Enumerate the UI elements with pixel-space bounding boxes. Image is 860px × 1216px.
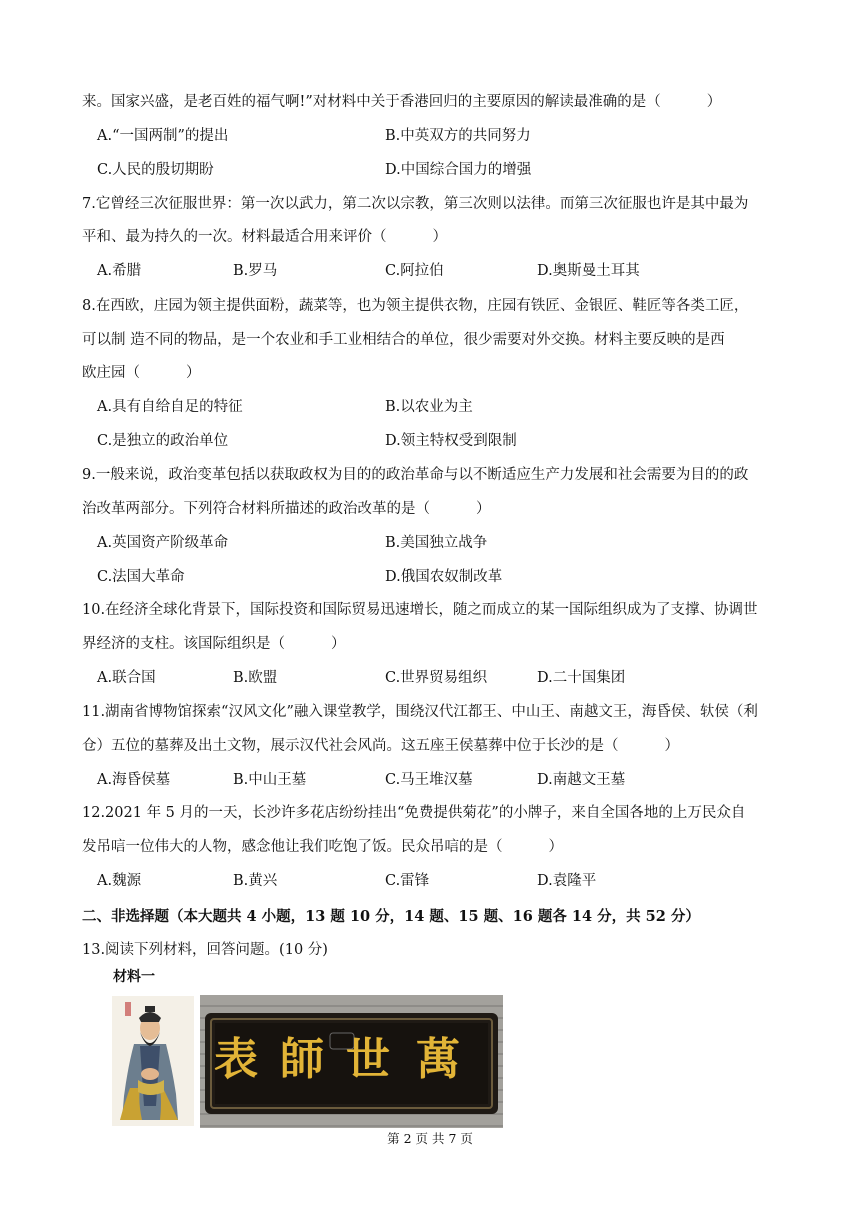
text-line: [82, 907, 700, 927]
answer-option: C.世界贸易组织: [385, 670, 488, 686]
plaque-character: 世: [346, 1034, 390, 1085]
answer-option: D.二十国集团: [537, 670, 626, 686]
text-line: [82, 736, 679, 756]
answer-option: A.“一国两制”的提出: [97, 128, 229, 144]
answer-option: C.雷锋: [385, 873, 430, 889]
paren-close: ）: [476, 501, 491, 517]
line-text: 治改革两部分。下列符合材料所描述的政治改革的是（: [82, 501, 430, 517]
text-line: [82, 702, 758, 722]
answer-option: D.中国综合国力的增强: [385, 162, 532, 178]
line-text: 二、非选择题（本大题共 4 小题，13 题 10 分，14 题、15 题、16 题各 14 分，共 52 分）: [82, 908, 700, 925]
confucius-portrait-image: [112, 996, 194, 1126]
answer-option: B.欧盟: [233, 670, 278, 686]
paren-close: ）: [548, 839, 563, 855]
answer-option: C.阿拉伯: [385, 263, 444, 279]
answer-option: A.魏源: [97, 873, 142, 889]
line-text: 10.在经济全球化背景下，国际投资和国际贸易迅速增长，随之而成立的某一国际组织成为了支撑、协调世: [82, 602, 758, 618]
text-line: [82, 194, 748, 214]
line-text: 发吊唁一位伟大的人物，感念他让我们吃饱了饭。民众吊唁的是（: [82, 839, 503, 855]
line-text: 13.阅读下列材料，回答问题。(10 分): [82, 942, 328, 958]
line-text: 平和、最为持久的一次。材料最适合用来评价（: [82, 229, 387, 245]
line-text: 来。国家兴盛，是老百姓的福气啊!”对材料中关于香港回归的主要原因的解读最准确的是（: [82, 94, 661, 110]
line-text: 可以制 造不同的物品，是一个农业和手工业相结合的单位，很少需要对外交换。材料主要反映的是西: [82, 332, 725, 348]
line-text: 11.湖南省博物馆探索“汉风文化”融入课堂教学，围绕汉代江都王、中山王、南越文王，海昏侯、轪侯（利: [82, 704, 758, 720]
text-line: [82, 803, 745, 823]
text-line: [82, 363, 201, 383]
page-footer: 第 2 页 共 7 页: [387, 1131, 473, 1146]
paren-close: ）: [706, 94, 722, 110]
answer-option: B.以农业为主: [385, 399, 473, 415]
plaque-character: 師: [280, 1034, 324, 1085]
answer-option: A.联合国: [97, 670, 156, 686]
plaque-character: 萬: [416, 1034, 460, 1085]
answer-option: B.美国独立战争: [385, 535, 488, 551]
answer-option: B.中英双方的共同努力: [385, 128, 531, 144]
paren-close: ）: [186, 365, 201, 381]
paren-close: ）: [664, 738, 679, 754]
text-line: [82, 330, 725, 350]
plaque-character: 表: [214, 1034, 258, 1085]
text-line: [82, 92, 721, 112]
answer-option: B.中山王墓: [233, 772, 307, 788]
text-line: [82, 499, 491, 519]
line-text: 9.一般来说，政治变革包括以获取政权为目的的政治革命与以不断适应生产力发展和社会需要为目的的政: [82, 467, 749, 483]
paren-close: ）: [331, 636, 346, 652]
line-text: 欧庄园（: [82, 365, 140, 381]
answer-option: A.希腊: [97, 263, 142, 279]
text-line: [82, 940, 328, 960]
line-text: 仓）五位的墓葬及出土文物，展示汉代社会风尚。这五座王侯墓葬中位于长沙的是（: [82, 738, 619, 754]
material-label: 材料一: [113, 969, 155, 985]
answer-option: D.俄国农奴制改革: [385, 569, 503, 585]
answer-option: D.奥斯曼土耳其: [537, 263, 640, 279]
text-line: [82, 227, 447, 247]
line-text: 12.2021 年 5 月的一天，长沙许多花店纷纷挂出“免费提供菊花”的小牌子，来自全国各地的上万民众自: [82, 805, 746, 821]
line-text: 界经济的支柱。该国际组织是（: [82, 636, 285, 652]
paren-close: ）: [432, 229, 447, 245]
answer-option: C.是独立的政治单位: [97, 433, 229, 449]
answer-option: B.罗马: [233, 263, 278, 279]
answer-option: A.英国资产阶级革命: [97, 535, 229, 551]
text-line: [82, 296, 748, 316]
answer-option: A.海昏侯墓: [97, 772, 171, 788]
line-text: 8.在西欧，庄园为领主提供面粉，蔬菜等，也为领主提供衣物，庄园有铁匠、金银匠、鞋匠等各类工匠，: [82, 298, 749, 314]
text-line: [82, 465, 748, 485]
text-line: [82, 634, 346, 654]
answer-option: C.马王堆汉墓: [385, 772, 473, 788]
text-line: [82, 600, 758, 620]
answer-option: D.南越文王墓: [537, 772, 626, 788]
answer-option: C.法国大革命: [97, 569, 185, 585]
answer-option: D.领主特权受到限制: [385, 433, 517, 449]
answer-option: B.黄兴: [233, 873, 278, 889]
answer-option: D.袁隆平: [537, 873, 597, 889]
line-text: 7.它曾经三次征服世界：第一次以武力，第二次以宗教，第三次则以法律。而第三次征服也许是其中最为: [82, 196, 749, 212]
answer-option: C.人民的殷切期盼: [97, 162, 214, 178]
answer-option: A.具有自给自足的特征: [97, 399, 243, 415]
text-line: [82, 837, 563, 857]
